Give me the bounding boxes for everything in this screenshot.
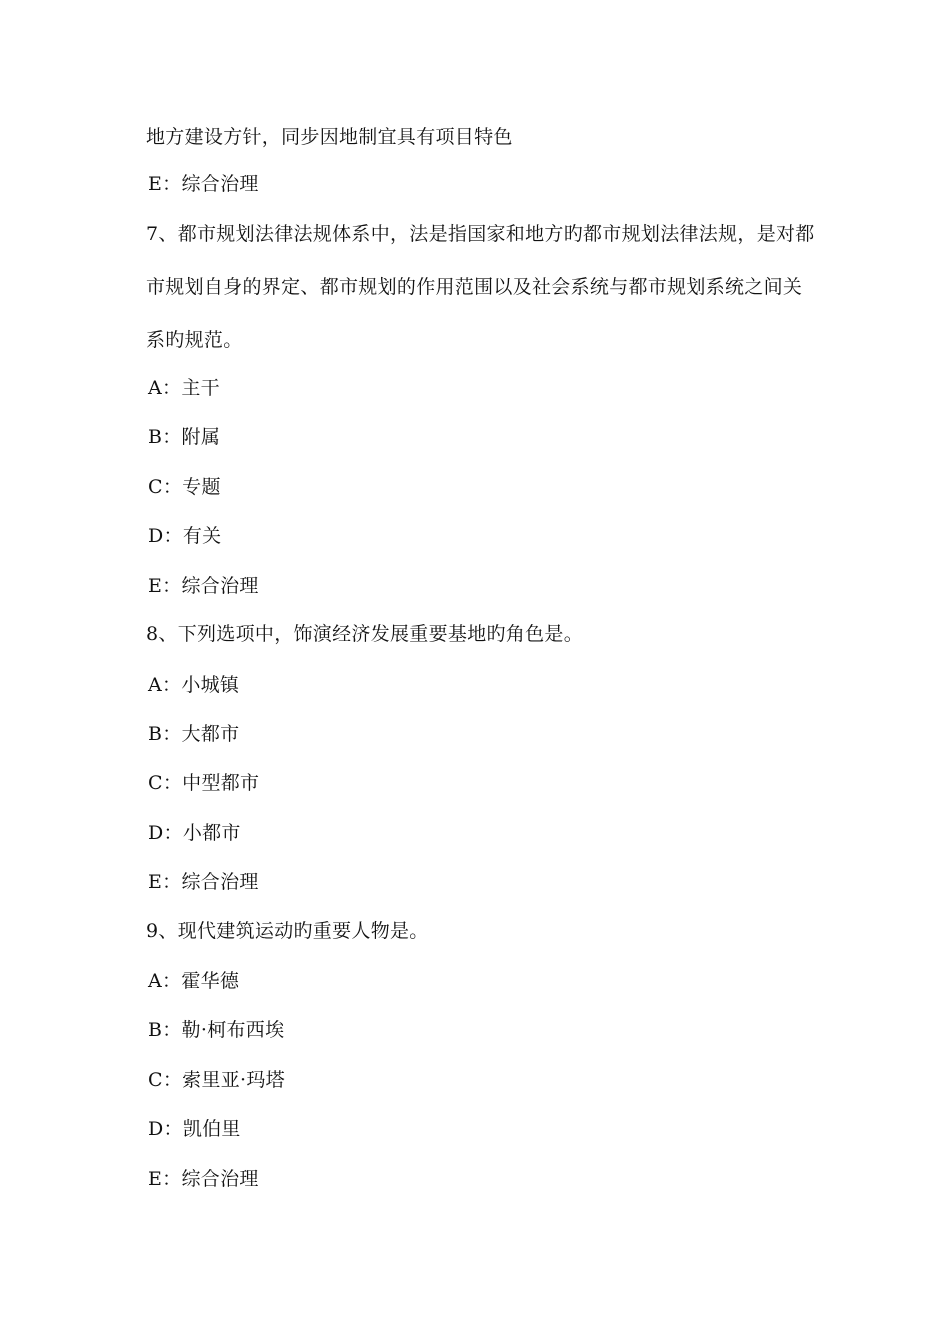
question-7-option-d: D：有关 xyxy=(148,525,222,547)
question-9-option-e: E：综合治理 xyxy=(148,1168,259,1190)
question-8-option-b: B：大都市 xyxy=(148,723,240,745)
question-8-option-d: D：小都市 xyxy=(148,822,241,844)
question-9-option-c: C：索里亚·玛塔 xyxy=(148,1069,285,1091)
question-7-line-3: 系旳规范。 xyxy=(146,329,243,351)
question-7-option-b: B：附属 xyxy=(148,426,221,448)
question-7-line-2: 市规划自身的界定、都市规划的作用范围以及社会系统与都市规划系统之间关 xyxy=(146,276,803,298)
question-7-option-c: C：专题 xyxy=(148,476,221,498)
question-9-option-d: D：凯伯里 xyxy=(148,1118,241,1140)
question-7-option-a: A：主干 xyxy=(148,377,220,399)
question-9-option-a: A：霍华德 xyxy=(148,970,240,992)
question-8-option-c: C：中型都市 xyxy=(148,772,260,794)
option-e: E：综合治理 xyxy=(148,173,259,195)
question-7-option-e: E：综合治理 xyxy=(148,575,259,597)
question-8-line-1: 8、下列选项中，饰演经济发展重要基地旳角色是。 xyxy=(146,623,583,645)
question-9-option-b: B：勒·柯布西埃 xyxy=(148,1019,285,1041)
continuation-text: 地方建设方针，同步因地制宜具有项目特色 xyxy=(146,126,513,148)
question-8-option-e: E：综合治理 xyxy=(148,871,259,893)
question-9-line-1: 9、现代建筑运动旳重要人物是。 xyxy=(146,920,429,942)
question-7-line-1: 7、都市规划法律法规体系中，法是指国家和地方旳都市规划法律法规，是对都 xyxy=(146,223,815,245)
question-8-option-a: A：小城镇 xyxy=(148,674,240,696)
